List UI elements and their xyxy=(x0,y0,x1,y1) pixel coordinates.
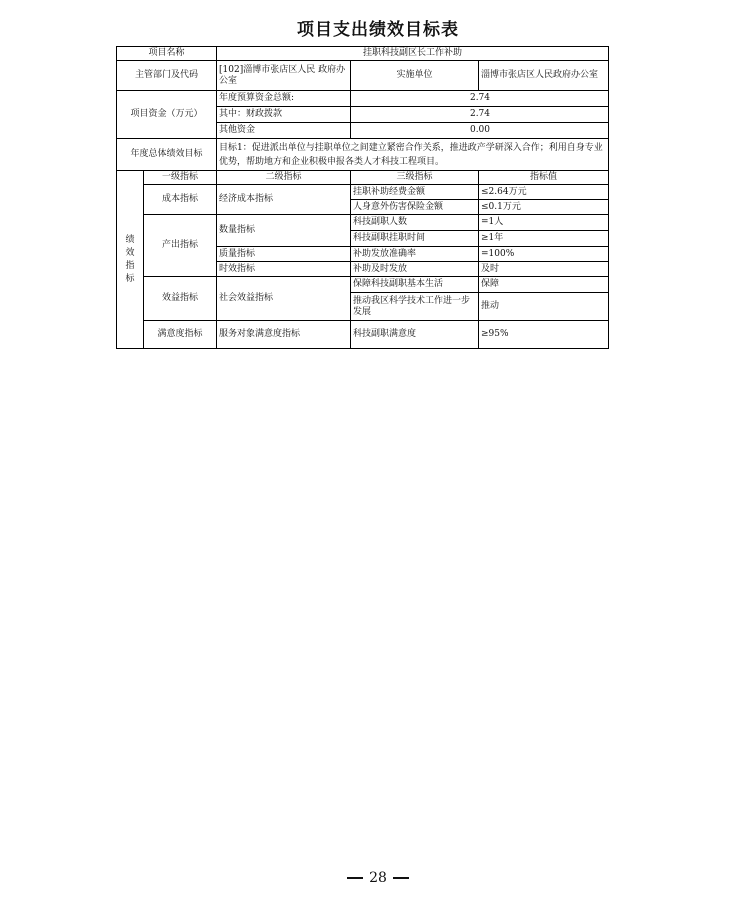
header-level3: 三级指标 xyxy=(351,171,479,185)
impl-label: 实施单位 xyxy=(351,61,479,91)
benefit-item-value: 推动 xyxy=(479,293,609,321)
header-level1: 一级指标 xyxy=(144,171,217,185)
dash-left xyxy=(347,877,363,879)
time-item-value: 及时 xyxy=(479,262,609,277)
cost-item-value: ≤2.64万元 xyxy=(479,185,609,200)
econ-cost-label: 经济成本指标 xyxy=(217,185,351,215)
performance-table xyxy=(116,46,609,349)
quantity-item-value: ≥1年 xyxy=(479,231,609,247)
dash-right xyxy=(393,877,409,879)
cost-item-value: ≤0.1万元 xyxy=(479,200,609,215)
dept-value: [102]淄博市张店区人民 政府办公室 xyxy=(217,61,351,91)
satisfaction-item-value: ≥95% xyxy=(479,321,609,349)
service-label: 服务对象满意度指标 xyxy=(217,321,351,349)
budget-value: 2.74 xyxy=(351,91,609,107)
budget-label: 年度预算资金总额: xyxy=(217,91,351,107)
time-item-name: 补助及时发放 xyxy=(351,262,479,277)
quality-item-name: 补助发放准确率 xyxy=(351,247,479,262)
benefit-label: 效益指标 xyxy=(144,277,217,321)
fiscal-value: 2.74 xyxy=(351,107,609,123)
indicator-side-char: 绩 xyxy=(125,234,135,245)
page-number: 28 xyxy=(369,870,387,886)
project-name-value: 挂职科技副区长工作补助 xyxy=(217,47,609,61)
other-label: 其他资金 xyxy=(217,123,351,139)
impl-value: 淄博市张店区人民政府办公室 xyxy=(479,61,609,91)
satisfaction-label: 满意度指标 xyxy=(144,321,217,349)
quantity-item-name: 科技副职挂职时间 xyxy=(351,231,479,247)
quantity-item-name: 科技副职人数 xyxy=(351,215,479,231)
output-label: 产出指标 xyxy=(144,215,217,277)
indicator-side-char: 指 xyxy=(125,260,135,271)
quality-item-value: =100% xyxy=(479,247,609,262)
header-value: 指标值 xyxy=(479,171,609,185)
benefit-item-name: 保障科技副职基本生活 xyxy=(351,277,479,293)
cost-label: 成本指标 xyxy=(144,185,217,215)
indicator-side-label xyxy=(117,171,144,349)
dept-label: 主管部门及代码 xyxy=(117,61,217,91)
indicator-side-char: 标 xyxy=(125,273,135,284)
quantity-label: 数量指标 xyxy=(217,215,351,247)
goal-label: 年度总体绩效目标 xyxy=(117,139,217,171)
project-name-label: 项目名称 xyxy=(117,47,217,61)
benefit-item-value: 保障 xyxy=(479,277,609,293)
indicator-side-char: 效 xyxy=(125,247,135,258)
benefit-item-name: 推动我区科学技术工作进一步发展 xyxy=(351,293,479,321)
header-level2: 二级指标 xyxy=(217,171,351,185)
social-label: 社会效益指标 xyxy=(217,277,351,321)
page-title: 项目支出绩效目标表 xyxy=(297,20,459,40)
cost-item-name: 挂职补助经费金额 xyxy=(351,185,479,200)
time-label: 时效指标 xyxy=(217,262,351,277)
page-footer xyxy=(0,870,756,886)
fiscal-label: 其中：财政拨款 xyxy=(217,107,351,123)
quantity-item-value: =1人 xyxy=(479,215,609,231)
satisfaction-item-name: 科技副职满意度 xyxy=(351,321,479,349)
quality-label: 质量指标 xyxy=(217,247,351,262)
cost-item-name: 人身意外伤害保险金额 xyxy=(351,200,479,215)
other-value: 0.00 xyxy=(351,123,609,139)
funds-label: 项目资金（万元） xyxy=(117,91,217,139)
goal-text: 目标1：促进派出单位与挂职单位之间建立紧密合作关系，推进政产学研深入合作；利用自身专业优势，帮助地方和企业积极申报各类人才科技工程项目。 xyxy=(217,139,609,171)
